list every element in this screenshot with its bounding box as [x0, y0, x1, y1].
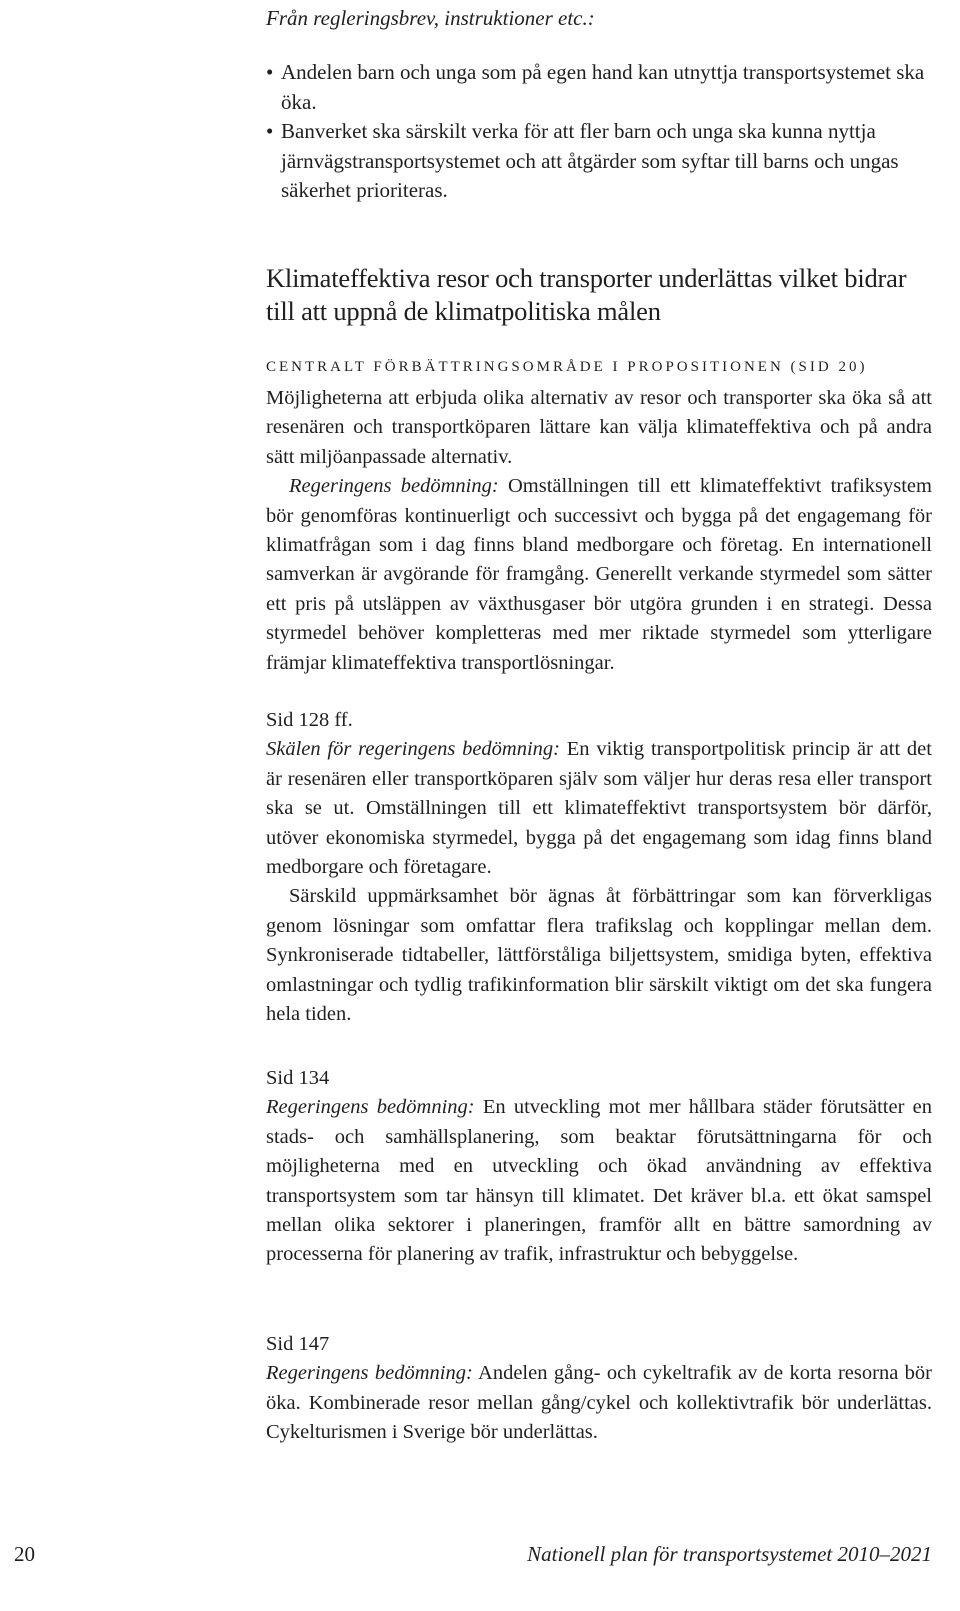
bullet-icon: •: [266, 119, 274, 143]
assessment-lead: Regeringens bedömning:: [289, 475, 499, 498]
sid134-label: Sid 134: [266, 1067, 330, 1089]
page-number: 20: [14, 1542, 35, 1566]
assessment-paragraph: [266, 472, 932, 678]
section-label: CENTRALT FÖRBÄTTRINGSOMRÅDE I PROPOSITIONEN (SID 20): [266, 359, 868, 375]
sid147-lead: Regeringens bedömning:: [266, 1362, 473, 1385]
bullet-icon: •: [266, 60, 274, 84]
bullet-text: Andelen barn och unga som på egen hand kan utnyttja transportsystemet ska öka.: [281, 60, 925, 114]
sid134-lead: Regeringens bedömning:: [266, 1096, 475, 1119]
bullet-text: Banverket ska särskilt verka för att fler barn och unga ska kunna nyttja järnvägstransportsystemet och att åtgärder som syftar till barns och ungas säkerhet prioriteras.: [281, 119, 899, 202]
requirements-list: [266, 58, 932, 206]
list-item: [266, 117, 932, 206]
sid128-lead: Skälen för regeringens bedömning:: [266, 738, 560, 761]
sid128-text: En viktig transportpolitisk princip är att det är resenären eller transportköparen själv som väljer hur deras resa eller transport ska se ut. Omställningen till ett klimateffektivt transportsystem bör därför, utöver ekonomiska styrmedel, bygga på det engagemang som idag finns bland medborgare och företagare.: [266, 738, 932, 879]
sid134-text: En utveckling mot mer hållbara städer förutsätter en stads- och samhällsplanering, som beaktar förutsättningarna för och möjligheterna med en utveckling och ökad användning av effektiva transportsystem som tar hänsyn till klimatet. Det kräver bl.a. ett ökat samspel mellan olika sektorer i planeringen, framför allt en bättre samordning av processerna för planering av trafik, infrastruktur och bebyggelse.: [266, 1096, 932, 1266]
sid128-block: [266, 706, 932, 1029]
sid147-label: Sid 147: [266, 1333, 330, 1355]
sid147-paragraph: [266, 1359, 932, 1447]
section-body: [266, 384, 932, 678]
sid147-text: Andelen gång- och cykeltrafik av de korta resorna bör öka. Kombinerade resor mellan gång/cykel och kollektivtrafik bör underlättas. Cykelturismen i Sverige bör underlättas.: [266, 1362, 932, 1444]
sid128-label: Sid 128 ff.: [266, 709, 353, 731]
sid147-block: [266, 1330, 932, 1448]
sid128-paragraph-2: Särskild uppmärksamhet bör ägnas åt förbättringar som kan förverkligas genom lösningar som omfattar flera trafikslag och kopplingar mellan dem. Synkroniserade tidtabeller, lättförståliga biljettsystem, smidiga byten, effektiva omlastningar och tydlig trafikinformation blir särskilt viktigt om det ska fungera hela tiden.: [266, 885, 932, 1026]
sid134-paragraph: [266, 1093, 932, 1269]
footer-title: Nationell plan för transportsystemet 2010–2021: [527, 1542, 932, 1566]
section-paragraph: Möjligheterna att erbjuda olika alternativ av resor och transporter ska öka så att resenären och transportköparen lättare kan välja klimateffektiva och på andra sätt miljöanpassade alternativ.: [266, 387, 932, 468]
list-item: [266, 58, 932, 117]
sid134-block: [266, 1064, 932, 1270]
assessment-text: Omställningen till ett klimateffektivt trafiksystem bör genomföras kontinuerligt och successivt och bygga på det engagemang för klimatfrågan som i dag finns bland medborgare och företag. En internationell samverkan är avgörande för framgång. Generellt verkande styrmedel som sätter ett pris på utsläppen av växthusgaser bör utgöra grunden i en strategi. Dessa styrmedel behöver kompletteras med mer riktade styrmedel som ytterligare främjar klimateffektiva transportlösningar.: [266, 475, 932, 674]
sid128-paragraph: [266, 735, 932, 882]
intro-heading: Från regleringsbrev, instruktioner etc.:: [266, 6, 595, 30]
section-heading: Klimateffektiva resor och transporter underlättas vilket bidrar till att uppnå de klimatpolitiska målen: [266, 263, 907, 326]
